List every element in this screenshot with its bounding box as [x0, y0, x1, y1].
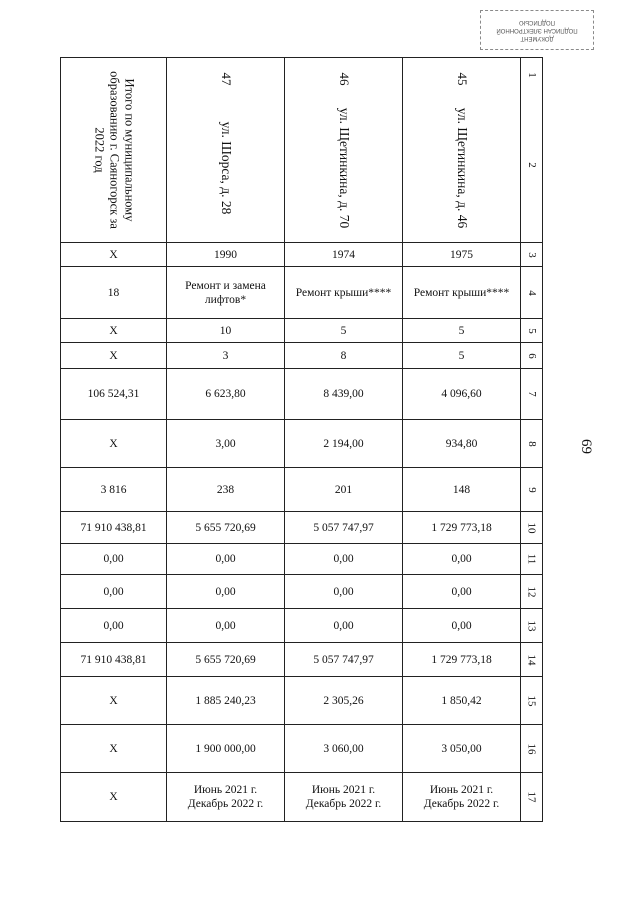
row-index-cell: [521, 343, 543, 369]
building-46-cell: 5: [285, 319, 403, 343]
row-index-cell: [521, 773, 543, 822]
e-signature-stamp: [480, 10, 594, 50]
table-row: [61, 420, 543, 468]
stamp-line-1: ДОКУМЕНТ: [520, 35, 554, 41]
building-number: 45: [454, 72, 470, 86]
building-46-cell: 5 057 747,97: [285, 512, 403, 544]
total-cell: X: [61, 677, 167, 725]
total-cell: X: [61, 773, 167, 822]
table-row: [61, 468, 543, 512]
row-index-cell: [521, 420, 543, 468]
table-row: [61, 773, 543, 822]
total-header-cell: [61, 58, 167, 243]
total-cell: X: [61, 319, 167, 343]
row-index: 15: [525, 695, 538, 706]
building-47-cell: 1990: [167, 243, 285, 267]
building-46-cell: 8: [285, 343, 403, 369]
row-index: 13: [525, 620, 538, 631]
header-row: [61, 58, 543, 243]
row-index-cell: [521, 243, 543, 267]
row-index-cell: [521, 369, 543, 420]
building-45-cell: 3 050,00: [403, 725, 521, 773]
repair-table: [60, 57, 543, 822]
building-address: ул. Щетинкина, д. 46: [454, 107, 470, 229]
total-header-label: Итого по муниципальному образованию г. Саяногорск за 2022 год: [92, 71, 136, 229]
building-45-cell: 5: [403, 319, 521, 343]
building-47-cell: 5 655 720,69: [167, 643, 285, 677]
building-45-cell: 0,00: [403, 544, 521, 575]
row-index: 11: [525, 553, 538, 565]
building-47-cell: Июнь 2021 г. Декабрь 2022 г.: [167, 773, 285, 822]
stamp-line-3: ПОДПИСЬЮ: [519, 19, 555, 25]
row-index: 4: [525, 289, 538, 296]
building-46-cell: 0,00: [285, 609, 403, 643]
building-45-cell: 5: [403, 343, 521, 369]
index-1: 1: [525, 72, 538, 78]
row-index: 7: [525, 391, 538, 397]
table-row: [61, 343, 543, 369]
total-cell: 3 816: [61, 468, 167, 512]
row-index: 5: [525, 327, 538, 334]
row-index-cell: [521, 677, 543, 725]
page-number: 69: [578, 439, 594, 454]
building-47-cell: 3: [167, 343, 285, 369]
building-47-cell: 6 623,80: [167, 369, 285, 420]
building-header-46: [285, 58, 403, 243]
building-address: ул. Шорса, д. 28: [218, 121, 234, 215]
building-number: 46: [336, 72, 352, 86]
building-47-cell: 10: [167, 319, 285, 343]
row-index-cell: [521, 643, 543, 677]
building-46-cell: 2 194,00: [285, 420, 403, 468]
total-cell: X: [61, 725, 167, 773]
row-index: 12: [525, 586, 538, 597]
building-47-cell: 0,00: [167, 544, 285, 575]
building-45-cell: 1 850,42: [403, 677, 521, 725]
table-row: [61, 677, 543, 725]
row-index: 16: [525, 743, 538, 754]
building-46-cell: 3 060,00: [285, 725, 403, 773]
row-index-cell: [521, 319, 543, 343]
building-header-45: [403, 58, 521, 243]
total-cell: 71 910 438,81: [61, 643, 167, 677]
total-cell: X: [61, 243, 167, 267]
table-row: [61, 243, 543, 267]
building-45-cell: Ремонт крыши****: [403, 267, 521, 319]
row-index-cell: [521, 544, 543, 575]
building-47-cell: Ремонт и замена лифтов*: [167, 267, 285, 319]
stamp-line-2: ПОДПИСАН ЭЛЕКТРОННОЙ: [496, 27, 578, 33]
building-number: 47: [218, 72, 234, 86]
table-row: [61, 544, 543, 575]
row-index-cell: [521, 512, 543, 544]
row-index-cell: [521, 267, 543, 319]
row-index: 8: [525, 440, 538, 447]
building-45-cell: Июнь 2021 г. Декабрь 2022 г.: [403, 773, 521, 822]
building-46-cell: 0,00: [285, 544, 403, 575]
row-index-cell: [521, 468, 543, 512]
total-cell: 106 524,31: [61, 369, 167, 420]
table-row: [61, 609, 543, 643]
building-47-cell: 5 655 720,69: [167, 512, 285, 544]
building-47-cell: 0,00: [167, 575, 285, 609]
building-46-cell: 5 057 747,97: [285, 643, 403, 677]
building-45-cell: 0,00: [403, 609, 521, 643]
row-index: 6: [525, 352, 538, 359]
row-index-cell: [521, 609, 543, 643]
building-47-cell: 238: [167, 468, 285, 512]
row-index-cell: [521, 725, 543, 773]
building-47-cell: 1 900 000,00: [167, 725, 285, 773]
total-cell: 18: [61, 267, 167, 319]
row-index: 10: [525, 522, 538, 533]
building-45-cell: 148: [403, 468, 521, 512]
total-cell: 71 910 438,81: [61, 512, 167, 544]
building-header-47: [167, 58, 285, 243]
column-index-header: [521, 58, 543, 243]
table-row: [61, 319, 543, 343]
table-row: [61, 512, 543, 544]
table-row: [61, 725, 543, 773]
building-47-cell: 3,00: [167, 420, 285, 468]
building-45-cell: 1975: [403, 243, 521, 267]
building-46-cell: Ремонт крыши****: [285, 267, 403, 319]
building-45-cell: 934,80: [403, 420, 521, 468]
row-index: 17: [525, 791, 538, 803]
row-index: 3: [525, 251, 538, 258]
building-47-cell: 0,00: [167, 609, 285, 643]
total-cell: 0,00: [61, 609, 167, 643]
row-index-cell: [521, 575, 543, 609]
total-cell: 0,00: [61, 544, 167, 575]
building-46-cell: 201: [285, 468, 403, 512]
row-index: 14: [525, 654, 538, 665]
row-index: 9: [525, 486, 538, 493]
total-cell: 0,00: [61, 575, 167, 609]
building-45-cell: 1 729 773,18: [403, 512, 521, 544]
building-45-cell: 4 096,60: [403, 369, 521, 420]
total-cell: X: [61, 343, 167, 369]
total-cell: X: [61, 420, 167, 468]
index-2: 2: [525, 162, 538, 168]
table-row: [61, 267, 543, 319]
building-46-cell: 2 305,26: [285, 677, 403, 725]
building-46-cell: 0,00: [285, 575, 403, 609]
building-45-cell: 0,00: [403, 575, 521, 609]
building-46-cell: Июнь 2021 г. Декабрь 2022 г.: [285, 773, 403, 822]
building-46-cell: 1974: [285, 243, 403, 267]
table-row: [61, 369, 543, 420]
building-address: ул. Щетинкина, д. 70: [336, 107, 352, 229]
building-45-cell: 1 729 773,18: [403, 643, 521, 677]
table-row: [61, 643, 543, 677]
building-47-cell: 1 885 240,23: [167, 677, 285, 725]
building-46-cell: 8 439,00: [285, 369, 403, 420]
table-row: [61, 575, 543, 609]
